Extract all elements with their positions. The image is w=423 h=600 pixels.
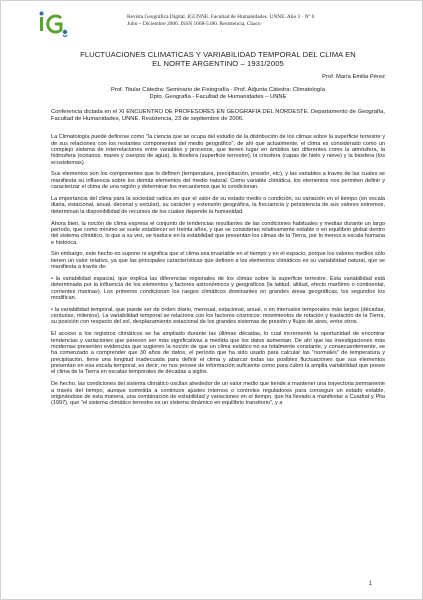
journal-line: Julio – Diciembre 2006. ISSN 1668-5180. Resistencia, Chaco	[127, 20, 261, 27]
conference-note: Conferencia dictada en el XI ENCUENTRO DE PROFESORES EN GEOGRAFIA DEL NORDESTE. Departamento de Geografía, Facultad de Humanidades, UNNE. Resistencia, 23 de septiembre de 2006.	[51, 109, 385, 123]
paragraph: De hecho, las condiciones del sistema climático oscilan alrededor de un valor medio que tiende a mantener una trayectoria permanente a través del tiempo, aunque sometida a continuos ajustes internos o controles reguladores para conseguir un estado estable, originándose de esta manera, una combinación de estabilidad y variaciones en el tiempo, que ha llevado a manifestar a Cuadrat y Pita (1997), que "el sistema climático terrestre es un sistema dinámico en equilibrio transitorio", y a	[51, 381, 385, 407]
author-name: Prof. María Emilia Pérez	[322, 74, 385, 81]
bullet-paragraph: • la variabilidad temporal, que puede ser de orden diario, mensual, estacional, anual, o en intervalos temporales más largos (décadas, centurias, milenios). La variabilidad temporal se relaciona con los factores cósmicos: movimientos de rotación y traslación de la Tierra, su posición con respecto del sol, desplazamiento estacional de los grandes sistemas de presión y flujos de aires, entre otros.	[51, 306, 385, 326]
journal-header	[39, 9, 389, 41]
paragraph: Sus elementos son los componentes que lo definen (temperatura, precipitación, presión, etc), y las variables a través de las cuales se manifiesta su influencia sobre los demás elementos del medio natural. Como variable climática, los elementos nos permiten definir y caracterizar el clima de una región y determinar los mecanismos que lo condicionan.	[51, 171, 385, 191]
title-line: FLUCTUACIONES CLIMATICAS Y VARIABILIDAD TEMPORAL DEL CLIMA EN	[80, 50, 356, 59]
paragraph: Ahora bien, la noción de clima expresa el conjunto de tendencias resultantes de las condiciones habituales y medias durante un largo período, que como mínimo se suele establecer en treinta años, y que se consideran relativamente estable o en equilibrio global dentro del sistema climático, lo que a su vez, se traduce en la estabilidad que presentan los climas de la Tierra, por lo menos a escala humana e histórica.	[51, 220, 385, 246]
paragraph: Sin embargo, este hecho no supone ni significa que el clima sea invariable en el tiempo y en el espacio, porque los valores medios sólo tienen un valor relativo, ya que las principales características que definen a los elementos climáticos es su variabilidad natural, que se manifiesta a través de:	[51, 251, 385, 271]
igunne-logo-icon	[39, 11, 69, 39]
title-line: EL NORTE ARGENTINO – 1931/2005	[152, 59, 284, 69]
article-body	[51, 50, 385, 407]
journal-line: Revista Geográfica Digital. IGUNNE. Facultad de Humanidades. UNNE. Año 3 · Nº 6	[127, 14, 315, 20]
author-affiliation: Prof. Titular Cátedra: Seminario de Fisiografía - Prof. Adjunta Cátedra: Climatología	[111, 87, 325, 94]
paper-title	[51, 50, 385, 68]
bullet-paragraph: • la variabilidad espacial, que explica las diferencias regionales de los climas sobre la superficie terrestre. Esta variabilidad está determinada por la influencia de los elementos y factores astronómicos y geográficos (la latitud, altitud, efecto marítimo o continental, corrientes marinas). Los primeros condicionan los rasgos climáticos dominantes en grandes áreas geográficas, los segundos los modifican.	[51, 275, 385, 301]
paragraph: El acceso a los registros climáticos se ha ampliado durante las últimas décadas, lo cual incrementó la oportunidad de encontrar tendencias y variaciones que parecen ser más significativas a medida que los datos aumentan. De ahí que las investigaciones más modernas presenten evidencias que sugieren la noción de que un clima estático no es totalmente constante, y consecuentemente, se ha comenzado a comprender que 30 años de datos, el período que ha sido usado para calcular las "normales" de temperatura y precipitación, tiene una longitud inadecuada para definir el clima y abarcar todas las posibles fluctuaciones que sus elementos presentan en esa escala temporal, es decir, no nos provee de información suficiente como para cubrir la amplia variabilidad que posee el clima de la Tierra en escalas temporales de décadas a siglos.	[51, 331, 385, 376]
paragraph: La Climatología puede definirse como "la ciencia que se ocupa del estudio de la distribución de los climas sobre la superficie terrestre y de sus relaciones con los restantes componentes del medio geográfico", de ahí que actualmente, el clima es considerado como un complejo sistema de interrelaciones entre variables y procesos, que tienen lugar en ámbitos tan diferentes como la atmósfera, la hidrosfera (océanos, mares y cuerpos de agua), la litosfera (superficie terrestre), la criosfera (capas de hielo y nieve) y la biosfera (los ecosistemas).	[51, 134, 385, 166]
paragraph: La importancia del clima para la sociedad radica en que el valor de su estado medio o condición, su variación en el tiempo (en escala diaria, estacional, anual, decenal y secular), su carácter y extensión geográfica, la frecuencia y persistencia de sus valores extremos, determinan la disponibilidad de recursos de los cuales depende la humanidad.	[51, 195, 385, 215]
journal-info	[127, 14, 389, 27]
author-department: Dpto. Geografía - Facultad de Humanidades – UNNE	[149, 94, 287, 101]
page-number: 1	[368, 581, 372, 587]
